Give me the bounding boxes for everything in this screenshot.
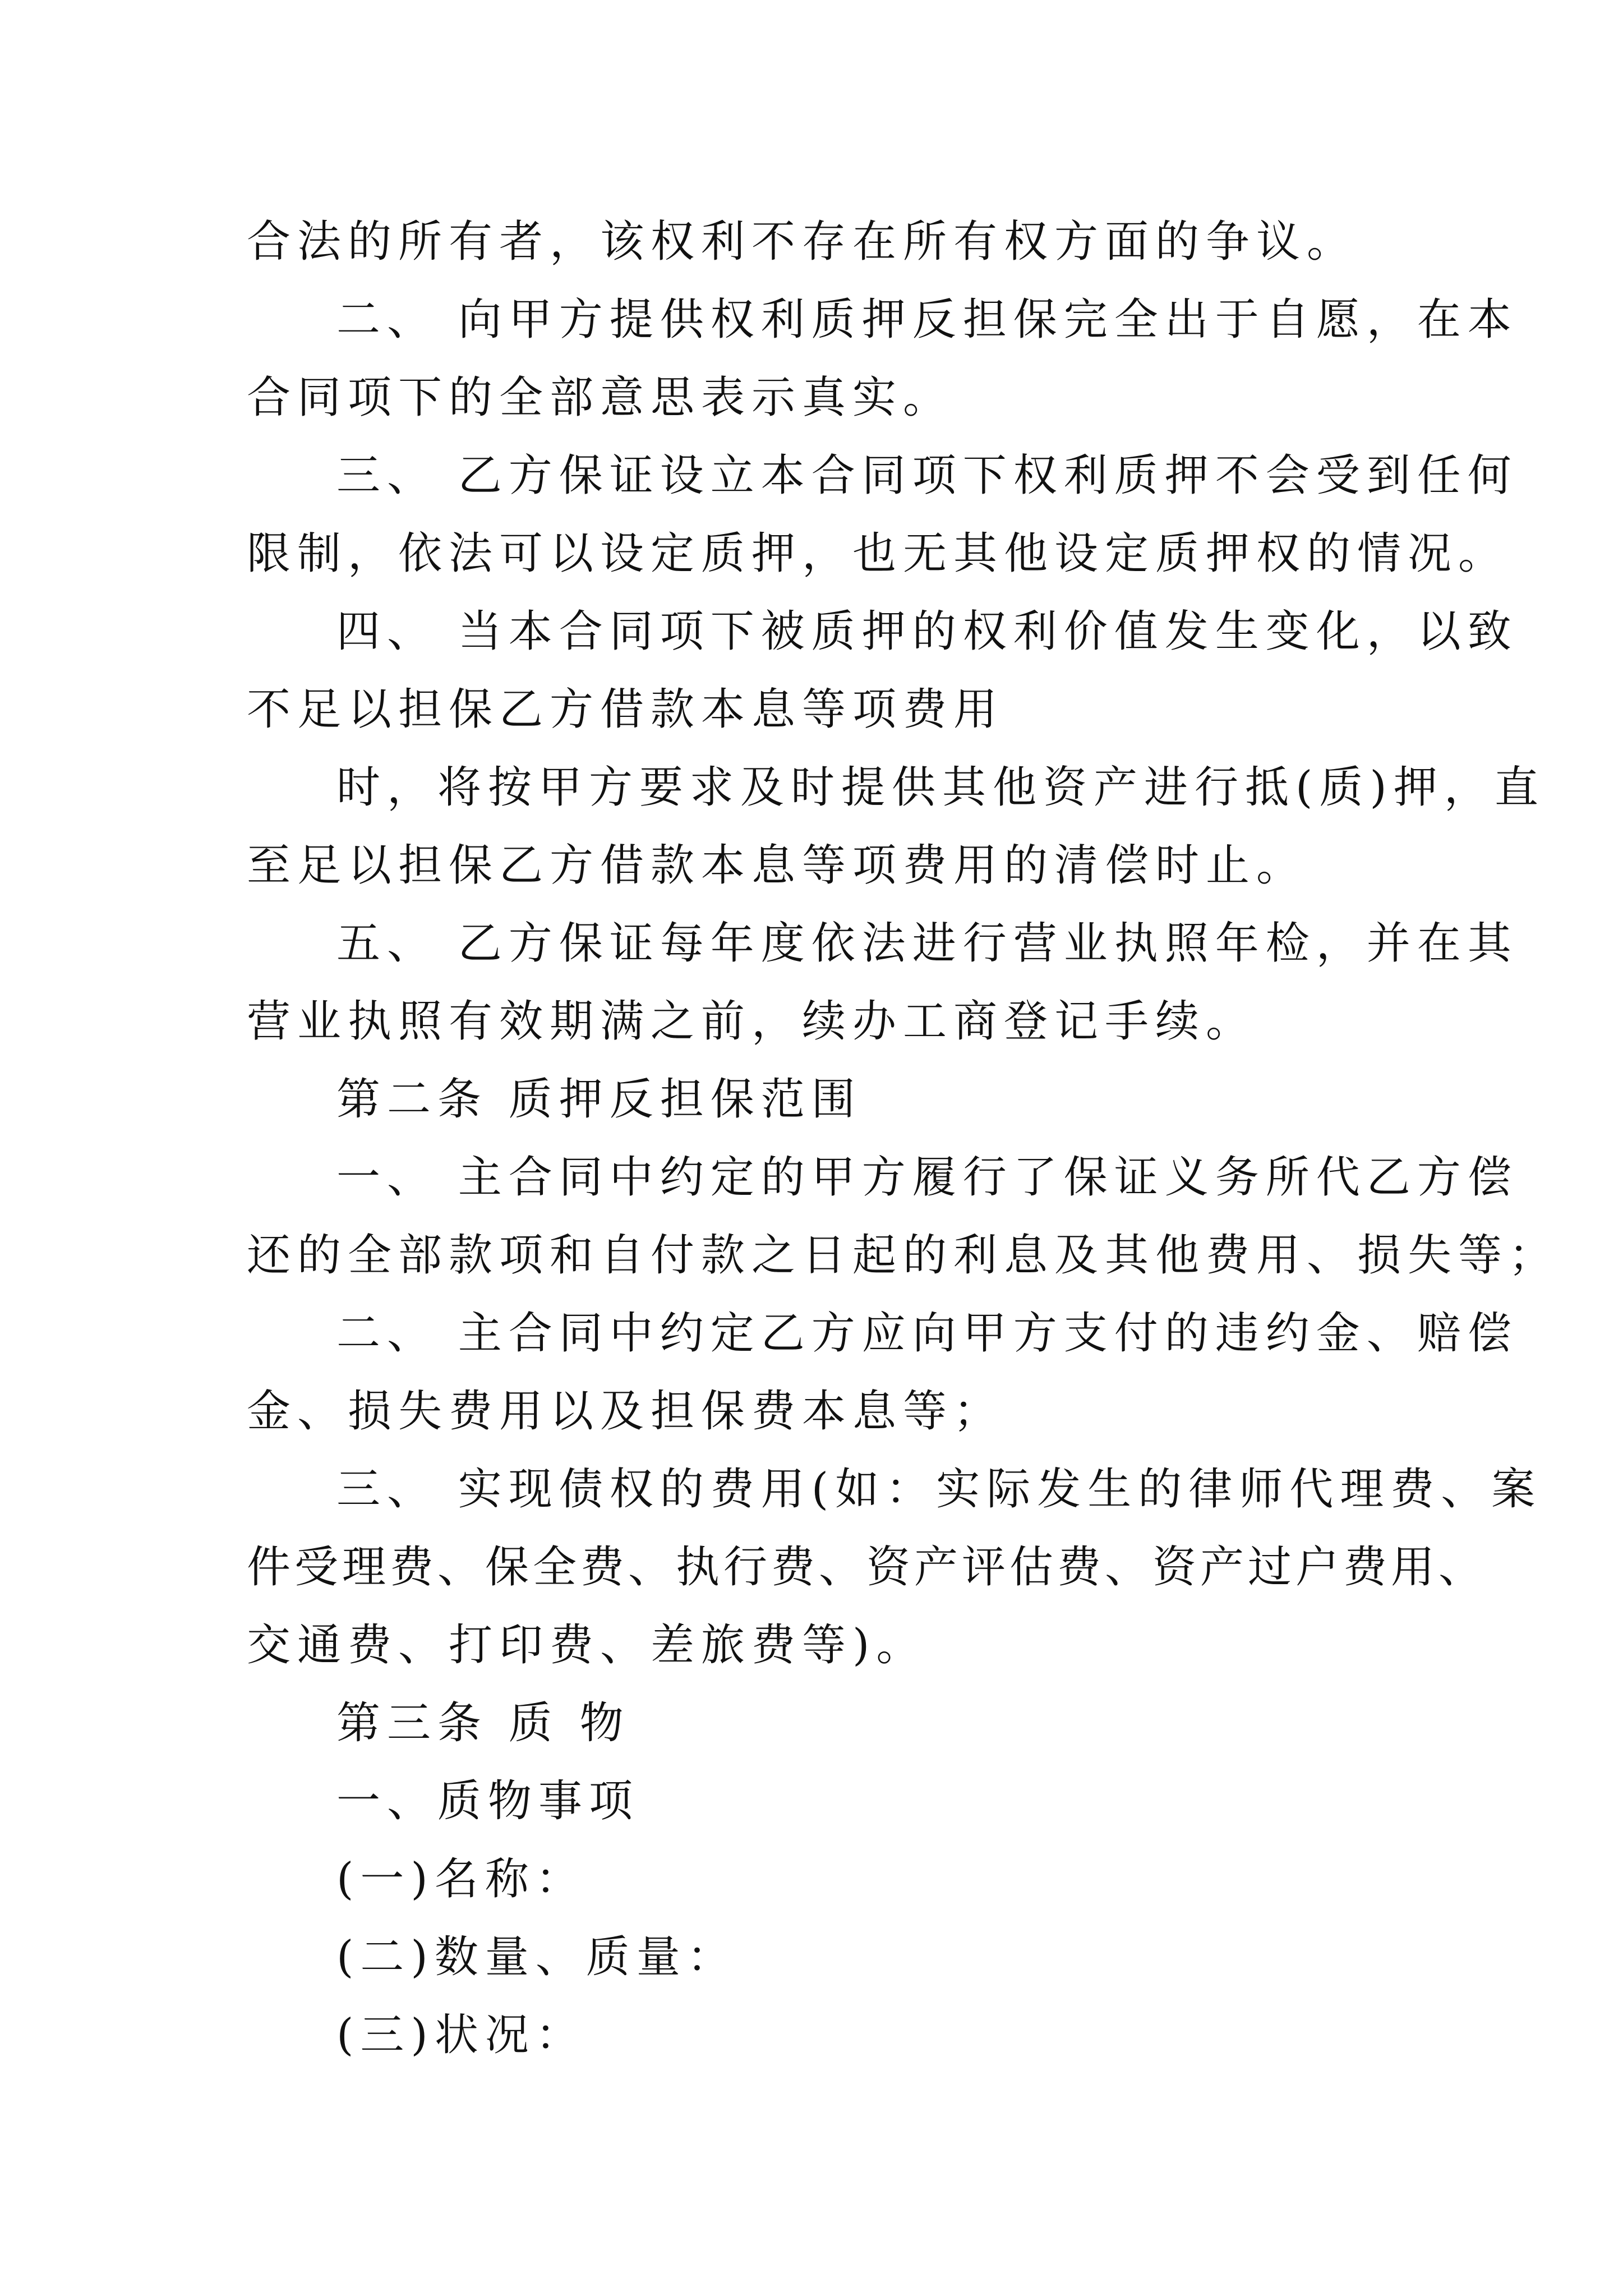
text-line-19: 交通费、打印费、差旅费等)。 [247,1620,927,1671]
text-line-5: 限制，依法可以设定质押，也无其他设定质押权的情况。 [247,528,1509,579]
text-line-13: 一、 主合同中约定的甲方履行了保证义务所代乙方偿 [336,1152,1518,1203]
text-line-17: 三、 实现债权的费用(如：实际发生的律师代理费、案 [336,1464,1542,1515]
field-name: (一)名称： [336,1854,586,1904]
text-line-8: 时，将按甲方要求及时提供其他资产进行抵(质)押，直 [336,762,1545,813]
section-heading-3: 第三条 质 物 [336,1698,630,1749]
text-line-4: 三、 乙方保证设立本合同项下权利质押不会受到任何 [336,450,1518,501]
subsection-heading: 一、质物事项 [336,1776,640,1826]
text-line-3: 合同项下的全部意思表示真实。 [247,372,954,423]
document-body [247,203,1560,2074]
text-line-16: 金、损失费用以及担保费本息等； [247,1386,1004,1437]
text-line-14: 还的全部款项和自付款之日起的利息及其他费用、损失等； [247,1230,1560,1281]
field-condition: (三)状况： [336,2010,586,2060]
text-line-7: 不足以担保乙方借款本息等项费用 [247,684,1004,735]
text-line-10: 五、 乙方保证每年度依法进行营业执照年检，并在其 [336,918,1518,969]
text-line-2: 二、 向甲方提供权利质押反担保完全出于自愿，在本 [336,295,1518,345]
text-line-6: 四、 当本合同项下被质押的权利价值发生变化，以致 [336,606,1518,657]
text-line-15: 二、 主合同中约定乙方应向甲方支付的违约金、赔偿 [336,1308,1518,1359]
field-quantity-quality: (二)数量、质量： [336,1932,737,1982]
text-line-9: 至足以担保乙方借款本息等项费用的清偿时止。 [247,840,1307,891]
text-line-1: 合法的所有者，该权利不存在所有权方面的争议。 [247,217,1358,267]
section-heading-2: 第二条 质押反担保范围 [336,1074,862,1125]
text-line-18: 件受理费、保全费、执行费、资产评估费、资产过户费用、 [247,1542,1487,1593]
text-line-11: 营业执照有效期满之前，续办工商登记手续。 [247,996,1257,1047]
